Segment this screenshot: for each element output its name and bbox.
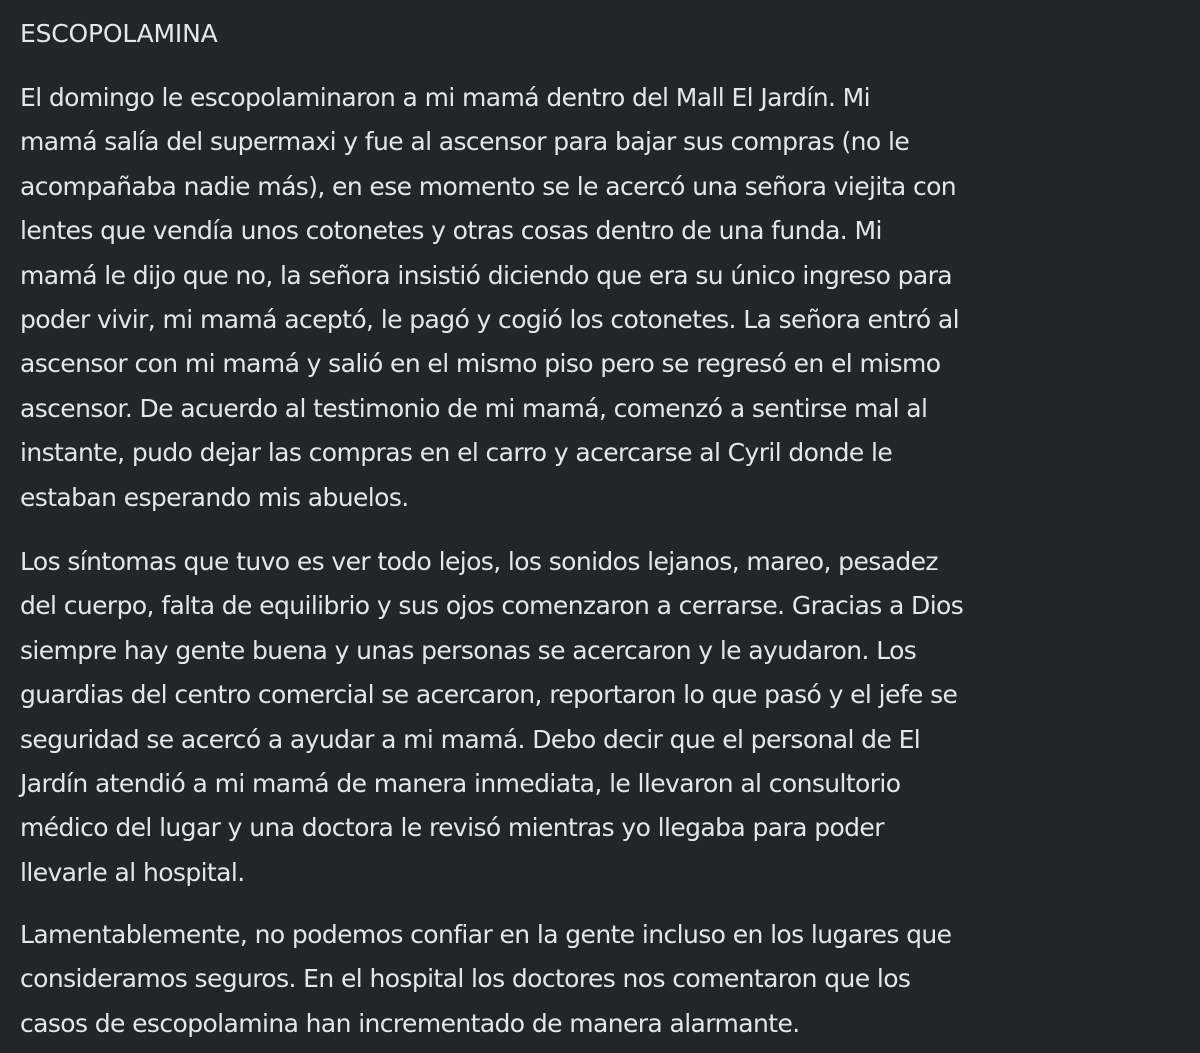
post-title: ESCOPOLAMINA <box>20 19 218 48</box>
paragraph-2-line-6: Jardín atendió a mi mamá de manera inmediata, le llevaron al consultorio <box>20 769 901 799</box>
paragraph-1-line-5: mamá le dijo que no, la señora insistió diciendo que era su único ingreso para <box>20 260 952 290</box>
post-paragraph-1 <box>20 76 959 520</box>
paragraph-1-line-6: poder vivir, mi mamá aceptó, le pagó y cogió los cotonetes. La señora entró al <box>20 305 959 335</box>
paragraph-2-line-8: llevarle al hospital. <box>20 857 245 887</box>
paragraph-1-line-8: ascensor. De acuerdo al testimonio de mi mamá, comenzó a sentirse mal al <box>20 393 928 423</box>
paragraph-1-line-9: instante, pudo dejar las compras en el carro y acercarse al Cyril donde le <box>20 438 893 468</box>
paragraph-1-line-10: estaban esperando mis abuelos. <box>20 482 409 512</box>
paragraph-3-line-2: consideramos seguros. En el hospital los doctores nos comentaron que los <box>20 964 911 994</box>
paragraph-1-line-1: El domingo le escopolaminaron a mi mamá dentro del Mall El Jardín. Mi <box>20 83 870 112</box>
paragraph-1-line-2: mamá salía del supermaxi y fue al ascensor para bajar sus compras (no le <box>20 127 910 157</box>
post-paragraph-3 <box>20 913 951 1046</box>
paragraph-2-line-7: médico del lugar y una doctora le revisó mientras yo llegaba para poder <box>20 813 884 843</box>
post-paragraph-2 <box>20 540 963 895</box>
paragraph-2-line-2: del cuerpo, falta de equilibrio y sus ojos comenzaron a cerrarse. Gracias a Dios <box>20 591 964 621</box>
paragraph-2-line-3: siempre hay gente buena y unas personas se acercaron y le ayudaron. Los <box>20 635 917 665</box>
paragraph-1-line-7: ascensor con mi mamá y salió en el mismo piso pero se regresó en el mismo <box>20 349 941 379</box>
paragraph-1-line-3: acompañaba nadie más), en ese momento se le acercó una señora viejita con <box>20 171 957 201</box>
paragraph-3-line-1: Lamentablemente, no podemos confiar en la gente incluso en los lugares que <box>20 920 952 949</box>
paragraph-1-line-4: lentes que vendía unos cotonetes y otras cosas dentro de una funda. Mi <box>20 216 882 246</box>
paragraph-2-line-4: guardias del centro comercial se acercaron, reportaron lo que pasó y el jefe se <box>20 680 958 710</box>
paragraph-2-line-5: seguridad se acercó a ayudar a mi mamá. Debo decir que el personal de El <box>20 724 921 754</box>
paragraph-2-line-1: Los síntomas que tuvo es ver todo lejos, los sonidos lejanos, mareo, pesadez <box>20 547 938 576</box>
paragraph-3-line-3: casos de escopolamina han incrementado de manera alarmante. <box>20 1008 800 1038</box>
